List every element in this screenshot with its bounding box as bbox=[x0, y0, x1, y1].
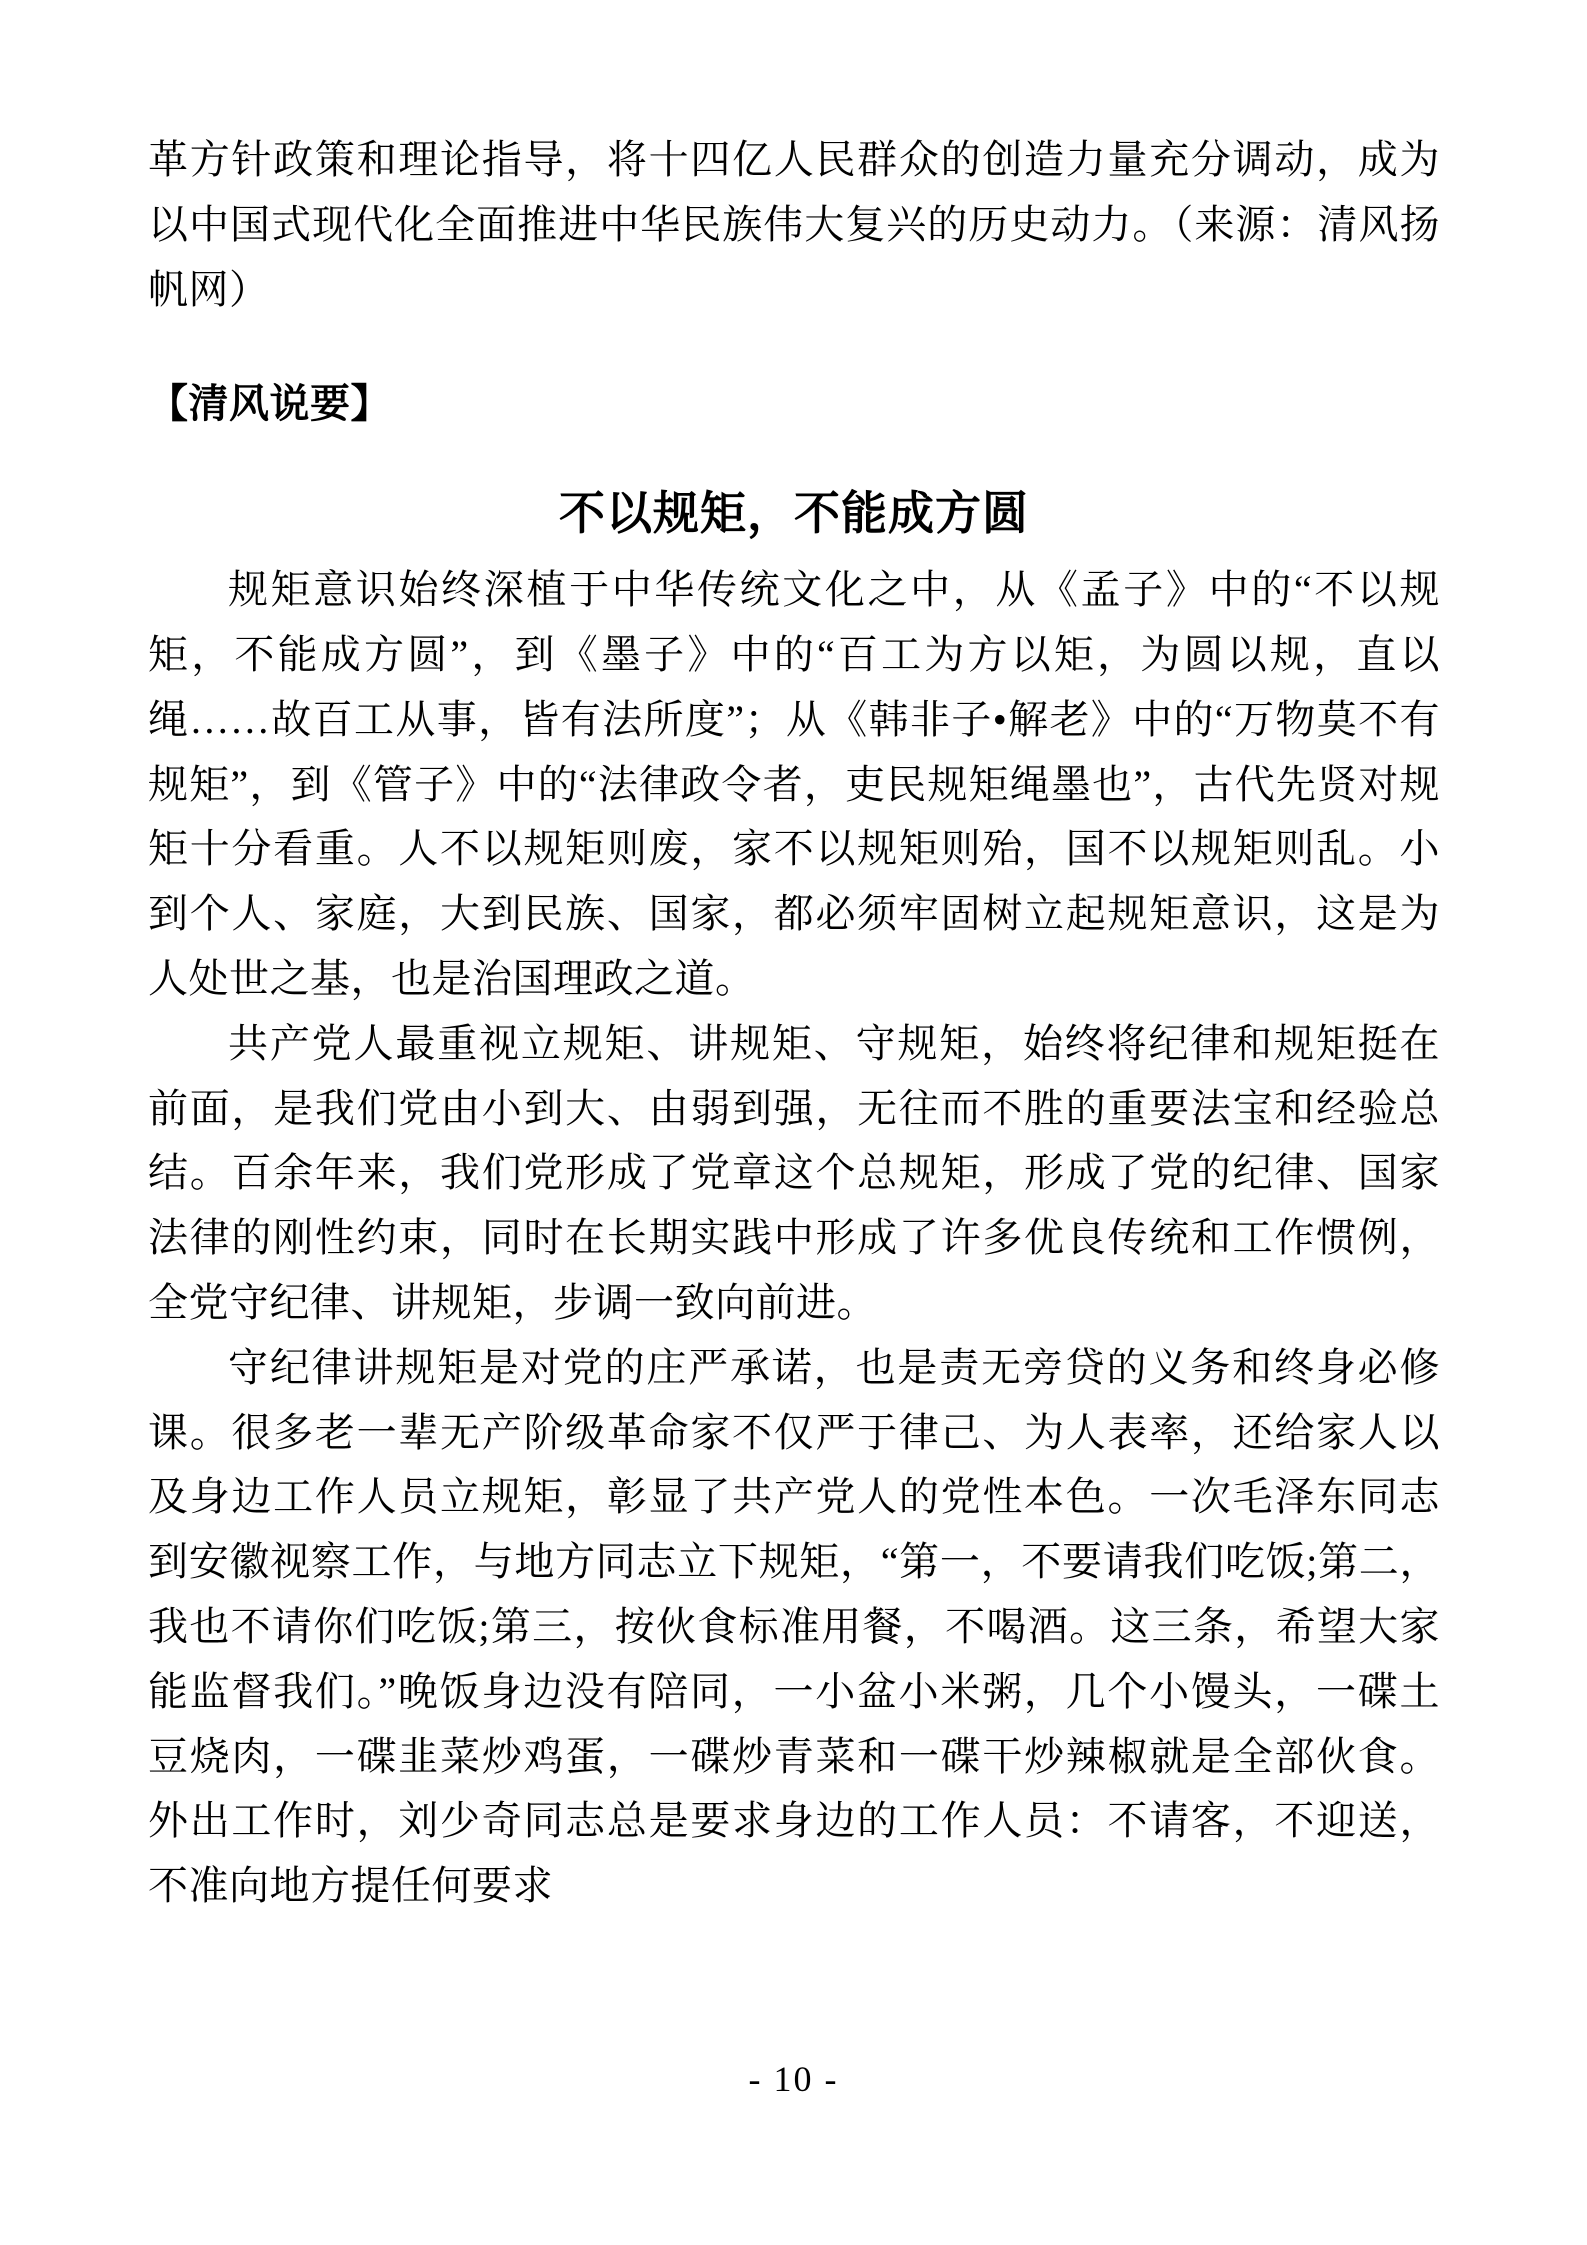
page-content bbox=[148, 128, 1440, 1919]
section-tag: 【清风说要】 bbox=[148, 381, 391, 427]
body-paragraph: 共产党人最重视立规矩、讲规矩、守规矩，始终将纪律和规矩挺在前面，是我们党由小到大、由弱到强，无往而不胜的重要法宝和经验总结。百余年来，我们党形成了党章这个总规矩，形成了党的纪律、国家法律的刚性约束，同时在长期实践中形成了许多优良传统和工作惯例，全党守纪律、讲规矩，步调一致向前进。 bbox=[148, 1020, 1440, 1325]
body-paragraph: 守纪律讲规矩是对党的庄严承诺，也是责无旁贷的义务和终身必修课。很多老一辈无产阶级革命家不仅严于律己、为人表率，还给家人以及身边工作人员立规矩，彰显了共产党人的党性本色。一次毛泽东同志到安徽视察工作，与地方同志立下规矩，“第一，不要请我们吃饭;第二，我也不请你们吃饭;第三，按伙食标准用餐，不喝酒。这三条，希望大家能监督我们。”晚饭身边没有陪同，一小盆小米粥，几个小馒头，一碟土豆烧肉，一碟韭菜炒鸡蛋，一碟炒青菜和一碟干炒辣椒就是全部伙食。外出工作时，刘少奇同志总是要求身边的工作人员：不请客，不迎送，不准向地方提任何要求 bbox=[148, 1344, 1440, 1909]
continued-paragraph: 革方针政策和理论指导，将十四亿人民群众的创造力量充分调动，成为以中国式现代化全面推进中华民族伟大复兴的历史动力。（来源：清风扬帆网） bbox=[148, 137, 1440, 312]
page-number: - 10 - bbox=[748, 2059, 839, 2099]
body-paragraph: 规矩意识始终深植于中华传统文化之中，从《孟子》中的“不以规矩，不能成方圆”，到《墨子》中的“百工为方以矩，为圆以规，直以绳……故百工从事，皆有法所度”；从《韩非子•解老》中的“万物莫不有规矩”，到《管子》中的“法律政令者，吏民规矩绳墨也”，古代先贤对规矩十分看重。人不以规矩则废，家不以规矩则殆，国不以规矩则乱。小到个人、家庭，大到民族、国家，都必须牢固树立起规矩意识，这是为人处世之基，也是治国理政之道。 bbox=[148, 567, 1440, 1001]
article-body bbox=[148, 558, 1440, 1919]
article-title: 不以规矩，不能成方圆 bbox=[559, 488, 1029, 540]
